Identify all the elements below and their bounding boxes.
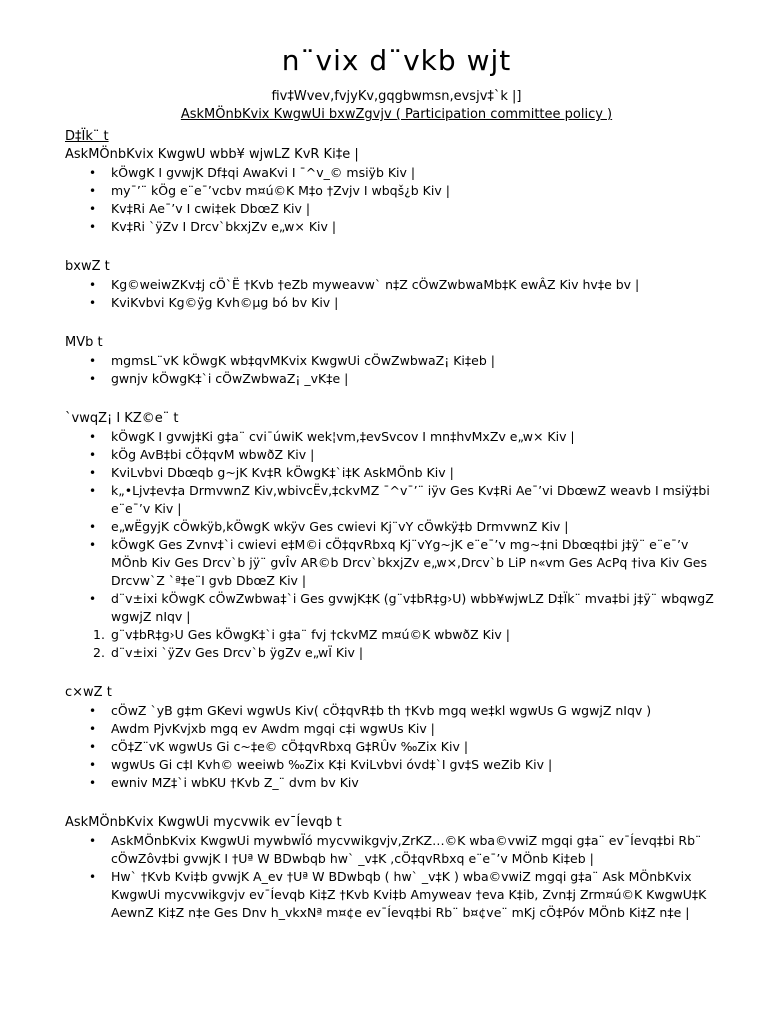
section-heading: D‡Ïk¨ t bbox=[65, 129, 109, 144]
list-item: • KviKvbvi Kg©ÿg Kvh©µg bó bv Kiv | bbox=[111, 294, 728, 312]
section-policy bbox=[65, 258, 728, 312]
sublist-number: 1. bbox=[93, 627, 105, 642]
section-implementation bbox=[65, 814, 728, 922]
section-heading: bxwZ t bbox=[65, 259, 110, 274]
list-item: • Kv‡Ri `ÿZv I Drcv`bkxjZv e„w× Kiv | bbox=[111, 218, 728, 236]
list-item: • kÖg AvB‡bi cÖ‡qvM wbwðZ Kiv | bbox=[111, 446, 728, 464]
list-item: • mgmsL¨vK kÖwgK wb‡qvMKvix KwgwUi cÖwZwbwaZ¡ Ki‡eb | bbox=[111, 352, 728, 370]
sublist-item bbox=[93, 644, 728, 662]
list-item: • gwnjv kÖwgK‡`i cÖwZwbwaZ¡ _vK‡e | bbox=[111, 370, 728, 388]
list-item: • cÖwZ `yB g‡m GKevi wgwUs Kiv( cÖ‡qvR‡b th †Kvb mgq we‡kl wgwUs G wgwjZ nIqv ) bbox=[111, 702, 728, 720]
section-heading: AskMÖnbKvix KwgwUi mycvwik ev¯Íevqb t bbox=[65, 815, 342, 830]
sublist-text: g¨v‡bR‡g›U Ges kÖwgK‡`i g‡a¨ fvj †ckvMZ m¤ú©K wbwðZ Kiv | bbox=[111, 627, 510, 642]
policy-heading: AskMÖnbKvix KwgwUi bxwZgvjv ( Participation committee policy ) bbox=[180, 107, 613, 122]
section-intro: AskMÖnbKvix KwgwU wbb¥ wjwLZ KvR Ki‡e | bbox=[65, 147, 359, 162]
list-item: • Kg©weiwZKv‡j cÖ`Ë †Kvb †eZb myweavw` n‡Z cÖwZwbwaMb‡K ewÂZ Kiv hv‡e bv | bbox=[111, 276, 728, 294]
section-objectives bbox=[65, 128, 728, 236]
list-item: • AskMÖnbKvix KwgwUi mywbwÏó mycvwikgvjv,ZrKZ…©K wba©vwiZ mgqi g‡a¨ ev¯Íevq‡bi Rb¨ cÖwZôv‡bi gvwjK I †Uª W BDwbqb hw` _v‡K ,cÖ‡qvRbxq e¨e¯’v MÖnb Ki‡eb | bbox=[111, 832, 728, 868]
page-title: n¨vix d¨vkb wjt bbox=[281, 44, 512, 77]
list-item: • my¯’¨ kÖg e¨e¯’vcbv m¤ú©K M‡o †Zvjv I wbqš¿b Kiv | bbox=[111, 182, 728, 200]
method-list bbox=[65, 702, 728, 792]
section-heading: c×wZ t bbox=[65, 685, 112, 700]
sublist-item bbox=[93, 626, 728, 644]
duties-list bbox=[65, 428, 728, 626]
section-heading: `vwqZ¡ I KZ©e¨ t bbox=[65, 411, 179, 426]
implementation-list bbox=[65, 832, 728, 922]
policy-list bbox=[65, 276, 728, 312]
list-item: • e„wËgyjK cÖwkÿb,kÖwgK wkÿv Ges cwievi Kj¨vY cÖwkÿ‡b DrmvwnZ Kiv | bbox=[111, 518, 728, 536]
formation-list bbox=[65, 352, 728, 388]
list-item: • Kv‡Ri Ae¯’v I cwi‡ek DbœZ Kiv | bbox=[111, 200, 728, 218]
sublist-number: 2. bbox=[93, 645, 105, 660]
list-item: • Hw` †Kvb Kvi‡b gvwjK A_ev †Uª W BDwbqb ( hw` _v‡K ) wba©vwiZ mgqi g‡a¨ Ask MÖnbKvix KwgwUi mycvwikgvjv ev¯Íevqb Ki‡Z †Kvb Kvi‡b Amyweav †eva K‡ib, Zvn‡j Zrm¤ú©K KwgwU‡K AewnZ Ki‡Z n‡e Ges Dnv h_vkxNª m¤¢e ev¯Íevq‡bi Rb¨ b¤¢ve¨ mKj cÖ‡Póv MÖnb Ki‡Z n‡e | bbox=[111, 868, 728, 922]
list-item: • KviLvbvi Dbœqb g~jK Kv‡R kÖwgK‡`i‡K AskMÖnb Kiv | bbox=[111, 464, 728, 482]
objectives-list bbox=[65, 164, 728, 236]
list-item: • Awdm PjvKvjxb mgq ev Awdm mgqi c‡i wgwUs Kiv | bbox=[111, 720, 728, 738]
list-item: • kÖwgK I gvwjK Df‡qi AwaKvi I ¯^v_© msiÿb Kiv | bbox=[111, 164, 728, 182]
section-method bbox=[65, 684, 728, 792]
section-duties bbox=[65, 410, 728, 662]
list-item: • k„•Ljv‡ev‡a DrmvwnZ Kiv,wbivcËv,‡ckvMZ ¯^v¯’¨ iÿv Ges Kv‡Ri Ae¯’vi DbœwZ weavb I msiÿ‡bi e¨e¯’v Kiv | bbox=[111, 482, 728, 518]
list-item: • kÖwgK Ges Zvnv‡`i cwievi e‡M©i cÖ‡qvRbxq Kj¨vYg~jK e¨e¯’v mg~‡ni Dbœq‡bi j‡ÿ¨ e¨e¯’v MÖnb Kiv Ges Drcv`b jÿ¨ gvÎv AR©b Drcv`bkxjZv e„w×,Drcv`b LiP n«vm Ges AcPq †iva Kiv Ges Drcvw`Z `ª‡e¨I gvb DbœZ Kiv | bbox=[111, 536, 728, 590]
page-subtitle: fiv‡Wvev,fvjyKv,gqgbwmsn,evsjv‡`k |] bbox=[271, 89, 522, 104]
list-item: • kÖwgK I gvwj‡Ki g‡a¨ cvi¯úwiK wek¦vm,‡evSvcov I mn‡hvMxZv e„w× Kiv | bbox=[111, 428, 728, 446]
list-item: • cÖ‡Z¨vK wgwUs Gi c~‡e© cÖ‡qvRbxq G‡RÛv ‰Zix Kiv | bbox=[111, 738, 728, 756]
section-heading: MVb t bbox=[65, 335, 103, 350]
sublist-text: d¨v±ixi `ÿZv Ges Drcv`b ÿgZv e„wÏ Kiv | bbox=[111, 645, 364, 660]
list-item: • ewniv MZ‡`i wbKU †Kvb Z_¨ dvm bv Kiv bbox=[111, 774, 728, 792]
section-formation bbox=[65, 334, 728, 388]
list-item: • d¨v±ixi kÖwgK cÖwZwbwa‡`i Ges gvwjK‡K (g¨v‡bR‡g›U) wbb¥wjwLZ D‡Ïk¨ mva‡bi j‡ÿ¨ wbqwgZ wgwjZ nIqv | bbox=[111, 590, 728, 626]
list-item: • wgwUs Gi c‡I Kvh© weeiwb ‰Zix K‡i KviLvbvi óvd‡`I gv‡S weZib Kiv | bbox=[111, 756, 728, 774]
duties-sublist bbox=[65, 626, 728, 662]
